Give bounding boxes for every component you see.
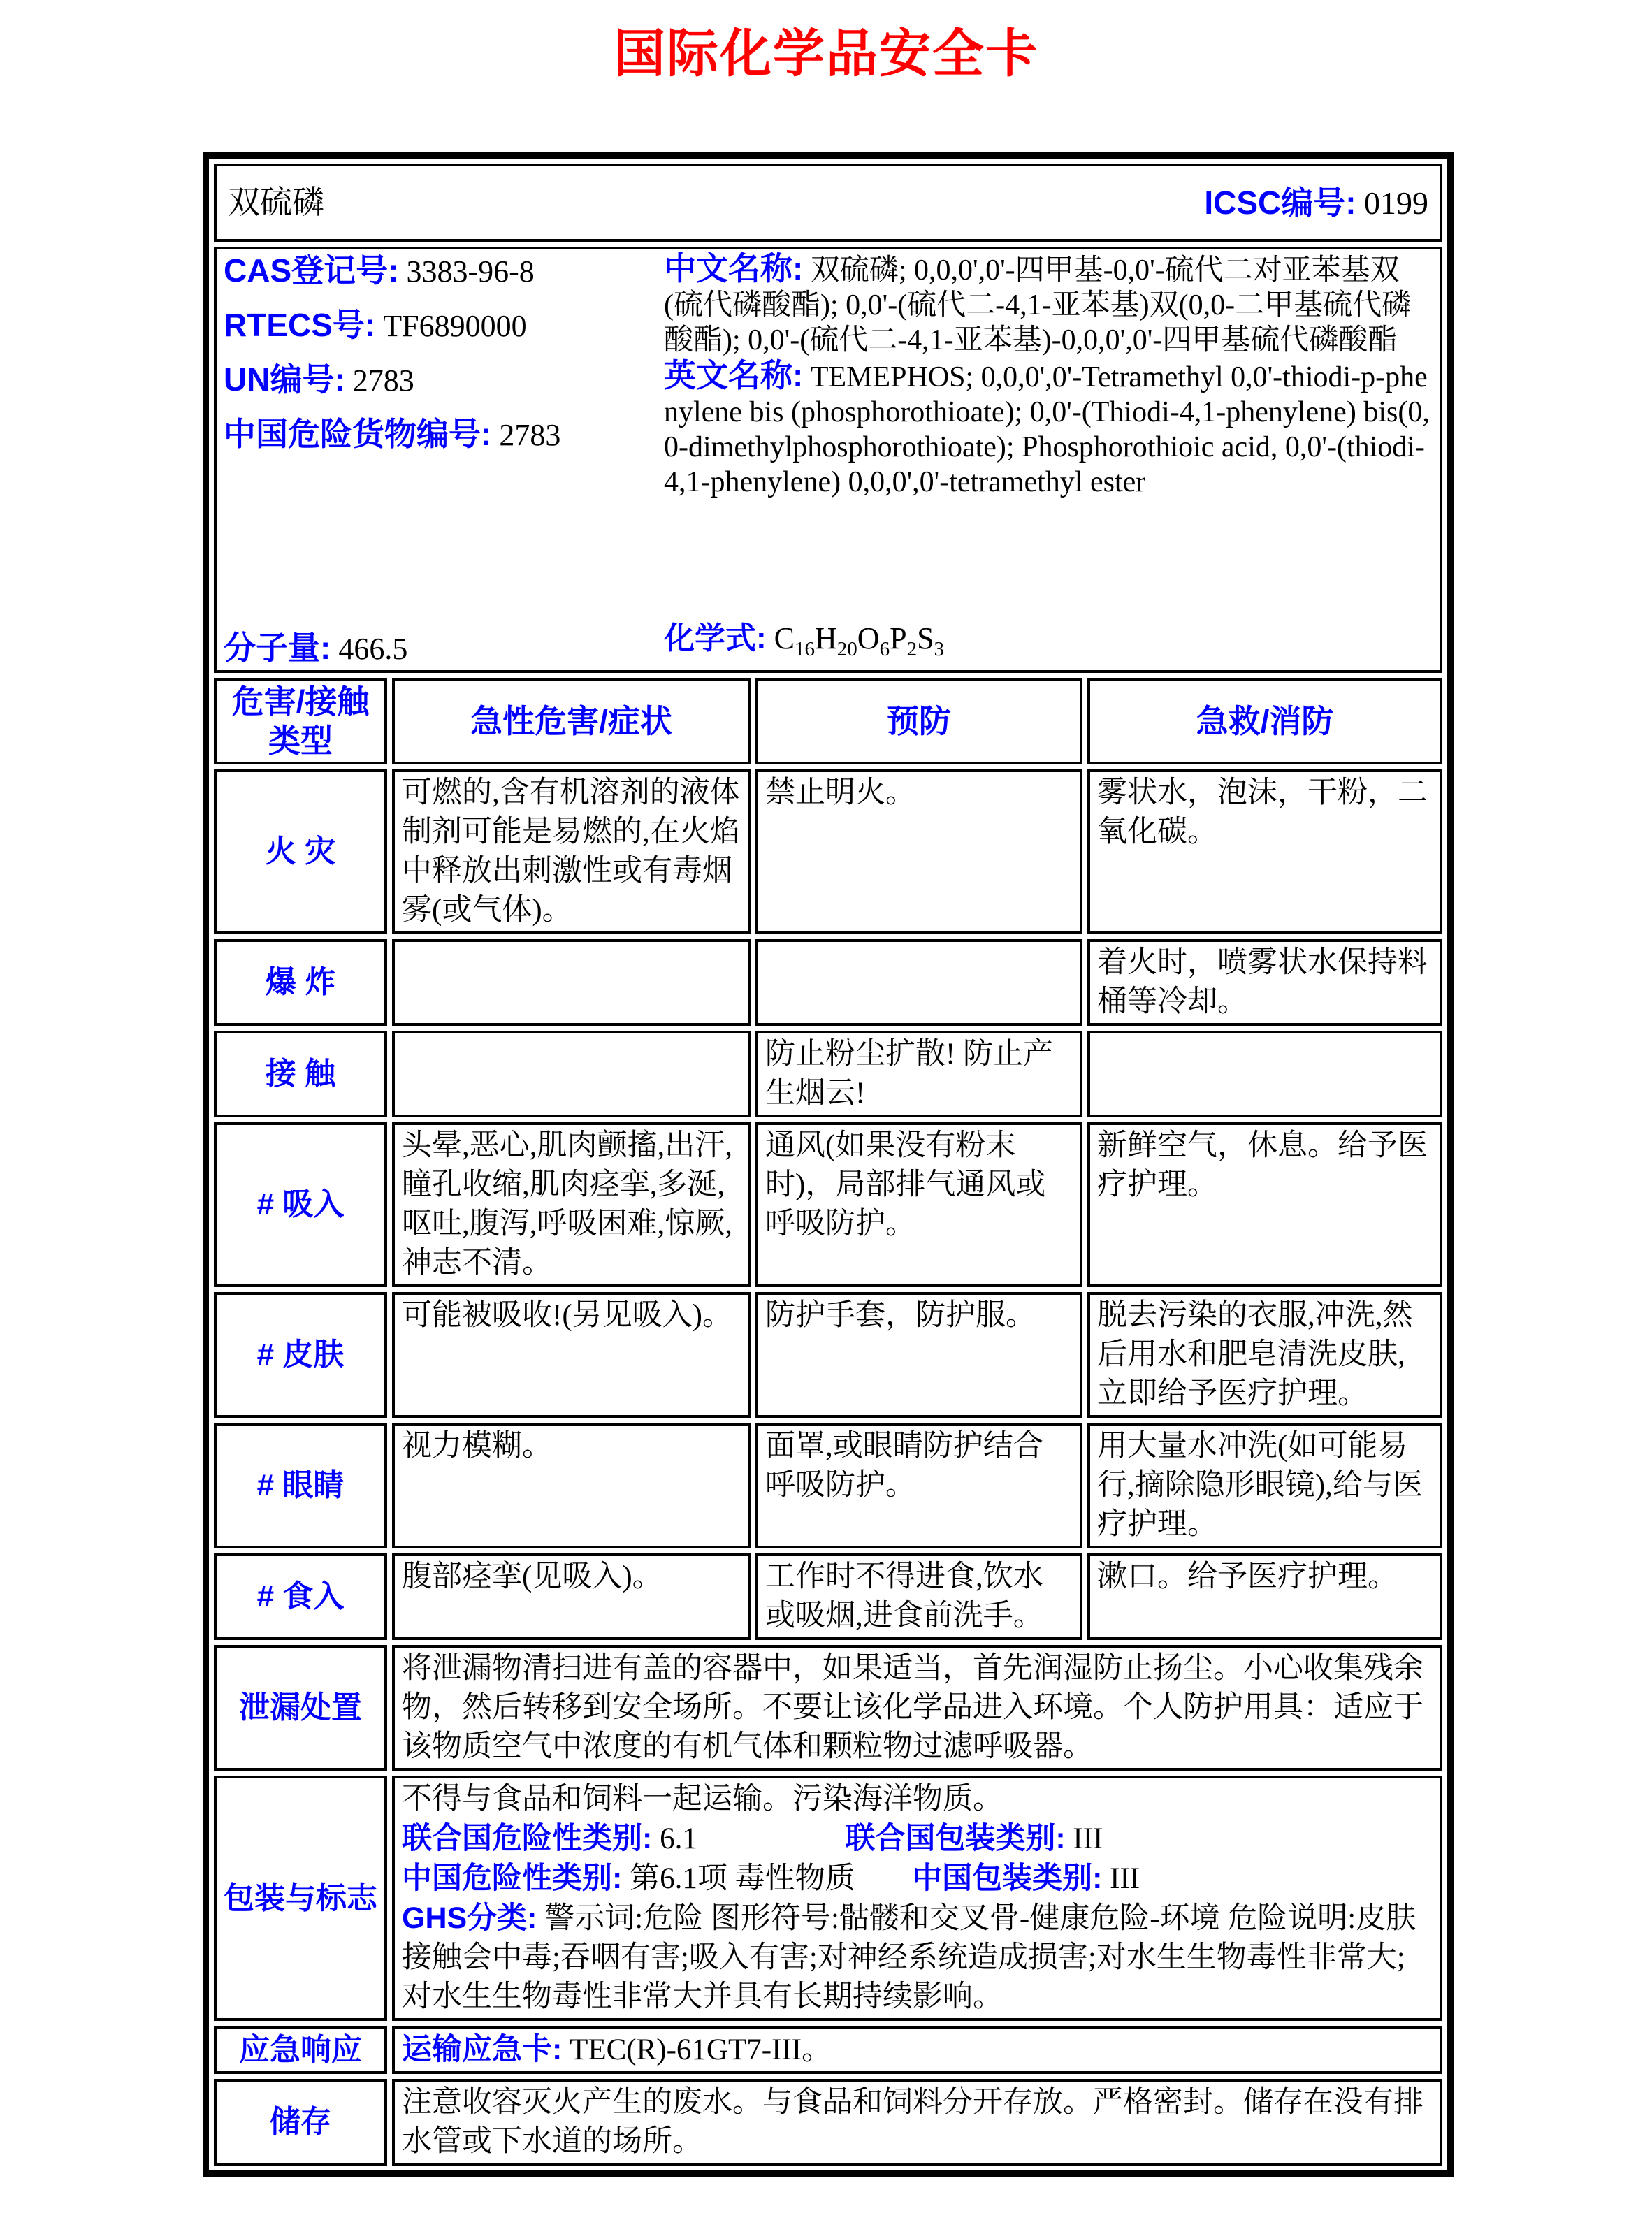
cas-label: CAS登记号: xyxy=(224,252,399,289)
storage-content-cell: 注意收容灭火产生的废水。与食品和饲料分开存放。严格密封。储存在没有排水管或下水道的场所。 xyxy=(392,2079,1442,2166)
spill-label: 泄漏处置 xyxy=(214,1645,387,1771)
formula-line xyxy=(664,619,1433,669)
inhalation-symptoms-cell: 头晕,恶心,肌肉颤搐,出汗,瞳孔收缩,肌肉痉挛,多涎,呕吐,腹泻,呼吸困难,惊厥,神志不清。 xyxy=(392,1122,751,1287)
substance-name: 双硫磷 xyxy=(228,184,324,220)
inhalation-prevention-cell: 通风(如果没有粉末时)，局部排气通风或呼吸防护。 xyxy=(755,1122,1082,1287)
molecular-weight-label: 分子量: xyxy=(224,630,331,666)
ingestion-label: # 食入 xyxy=(214,1553,387,1640)
un-number-line xyxy=(224,360,664,400)
identification-cell xyxy=(214,247,1442,673)
hazard-row-eyes xyxy=(214,1423,1442,1548)
formula-label: 化学式: xyxy=(664,621,767,656)
china-dg-number-line xyxy=(224,414,664,455)
cn-pack-group-value: III xyxy=(1110,1862,1140,1895)
section-row-storage xyxy=(214,2079,1442,2166)
hazard-row-contact xyxy=(214,1031,1442,1117)
chemical-formula: $C_{16}H_{20}O_6P_2S_3$ xyxy=(774,621,945,660)
ingestion-prevention-cell: 工作时不得进食,饮水或吸烟,进食前洗手。 xyxy=(755,1553,1082,1640)
hazard-row-inhalation xyxy=(214,1122,1442,1287)
un-hazard-class-label: 联合国危险性类别: xyxy=(402,1822,653,1855)
explosion-aid-cell: 着火时，喷雾状水保持料桶等冷却。 xyxy=(1087,939,1442,1026)
cn-pack-group-label: 中国包装类别: xyxy=(912,1862,1103,1895)
ghs-class-label: GHS分类: xyxy=(402,1901,537,1935)
identification-row xyxy=(214,247,1442,673)
col-header-first-aid: 急救/消防 xyxy=(1087,678,1442,764)
un-value: 2783 xyxy=(352,363,414,398)
fire-aid-cell: 雾状水，泡沫，干粉，二氧化碳。 xyxy=(1087,769,1442,934)
china-dg-value: 2783 xyxy=(499,418,561,452)
section-row-emergency xyxy=(214,2026,1442,2074)
hazard-table-header-row xyxy=(214,678,1442,764)
contact-prevention-cell: 防止粉尘扩散! 防止产生烟云! xyxy=(755,1031,1082,1117)
eyes-prevention-cell: 面罩,或眼睛防护结合呼吸防护。 xyxy=(755,1423,1082,1548)
eyes-symptoms-cell: 视力模糊。 xyxy=(392,1423,751,1548)
section-row-spill xyxy=(214,1645,1442,1771)
cn-hazard-class-label: 中国危险性类别: xyxy=(402,1862,623,1895)
col-header-hazard-type: 危害/接触类型 xyxy=(214,678,387,764)
contact-symptoms-cell xyxy=(392,1031,751,1117)
fire-label: 火 灾 xyxy=(214,769,387,934)
un-hazard-class-value: 6.1 xyxy=(660,1822,697,1855)
packaging-transport-note: 不得与食品和饲料一起运输。污染海洋物质。 xyxy=(402,1783,1003,1815)
skin-symptoms-cell: 可能被吸收!(另见吸入)。 xyxy=(392,1292,751,1418)
fire-prevention-cell: 禁止明火。 xyxy=(755,769,1082,934)
cn-hazard-class-value: 第6.1项 毒性物质 xyxy=(630,1862,855,1895)
names-block xyxy=(664,251,1433,669)
icsc-label: ICSC编号: xyxy=(1204,184,1356,221)
skin-aid-cell: 脱去污染的衣服,冲洗,然后用水和肥皂清洗皮肤,立即给予医疗护理。 xyxy=(1087,1292,1442,1418)
hazard-row-explosion xyxy=(214,939,1442,1026)
hazard-row-ingestion xyxy=(214,1553,1442,1640)
ingestion-aid-cell: 漱口。给予医疗护理。 xyxy=(1087,1553,1442,1640)
packaging-content-cell xyxy=(392,1776,1442,2021)
packaging-un-line xyxy=(402,1819,1433,1859)
col-header-prevention: 预防 xyxy=(755,678,1082,764)
explosion-prevention-cell xyxy=(755,939,1082,1026)
emergency-content-cell xyxy=(392,2026,1442,2074)
rtecs-label: RTECS号: xyxy=(224,307,376,343)
english-name-value: TEMEPHOS; 0,0,0',0'-Tetramethyl 0,0'-thiodi-p-phenylene bis (phosphorothioate); 0,0'-(Thiodi-4,1-phenylene) bis(0,0-dimethylphosphorothioate); Phosphorothioic acid, 0,0'-(thiodi-4,1-phenylene) 0,0,0',0'-tetramethyl ester xyxy=(664,361,1430,498)
ingestion-symptoms-cell: 腹部痉挛(见吸入)。 xyxy=(392,1553,751,1640)
un-label: UN编号: xyxy=(224,361,345,398)
contact-aid-cell xyxy=(1087,1031,1442,1117)
eyes-label: # 眼睛 xyxy=(214,1423,387,1548)
skin-prevention-cell: 防护手套，防护服。 xyxy=(755,1292,1082,1418)
rtecs-number-line xyxy=(224,305,664,346)
skin-label: # 皮肤 xyxy=(214,1292,387,1418)
ghs-class-text: 警示词:危险 图形符号:骷髅和交叉骨-健康危险-环境 危险说明:皮肤接触会中毒;吞咽有害;吸入有害;对神经系统造成损害;对水生生物毒性非常大;对水生生物毒性非常大并具有长期持续影响。 xyxy=(402,1902,1416,2013)
transport-emergency-card-value: TEC(R)-61GT7-III。 xyxy=(570,2033,832,2066)
eyes-aid-cell: 用大量水冲洗(如可能易行,摘除隐形眼镜),给与医疗护理。 xyxy=(1087,1423,1442,1548)
chinese-name-label: 中文名称: xyxy=(664,250,804,286)
chinese-name-paragraph xyxy=(664,251,1433,358)
icsc-number: 0199 xyxy=(1364,184,1429,221)
molecular-weight-value: 466.5 xyxy=(338,632,408,666)
packaging-ghs-line xyxy=(402,1899,1433,2017)
hazard-row-skin xyxy=(214,1292,1442,1418)
safety-card-table xyxy=(203,152,1454,2177)
packaging-label: 包装与标志 xyxy=(214,1776,387,2021)
inhalation-aid-cell: 新鲜空气，休息。给予医疗护理。 xyxy=(1087,1122,1442,1287)
molecular-weight-line xyxy=(224,628,664,669)
cas-number-line xyxy=(224,251,664,291)
col-header-symptoms: 急性危害/症状 xyxy=(392,678,751,764)
inhalation-label: # 吸入 xyxy=(214,1122,387,1287)
explosion-label: 爆 炸 xyxy=(214,939,387,1026)
china-dg-label: 中国危险货物编号: xyxy=(224,416,492,452)
contact-label: 接 触 xyxy=(214,1031,387,1117)
explosion-symptoms-cell xyxy=(392,939,751,1026)
packaging-cn-line xyxy=(402,1859,1433,1899)
hazard-row-fire xyxy=(214,769,1442,934)
emergency-label: 应急响应 xyxy=(214,2026,387,2074)
rtecs-value: TF6890000 xyxy=(383,309,527,343)
storage-label: 储存 xyxy=(214,2079,387,2166)
card-header-row xyxy=(214,164,1442,242)
cas-value: 3383-96-8 xyxy=(406,254,535,289)
english-name-label: 英文名称: xyxy=(664,357,804,393)
fire-symptoms-cell: 可燃的,含有机溶剂的液体制剂可能是易燃的,在火焰中释放出刺激性或有毒烟雾(或气体)。 xyxy=(392,769,751,934)
un-pack-group-value: III xyxy=(1073,1822,1103,1855)
card-header-cell xyxy=(214,164,1442,242)
identifier-list xyxy=(224,251,664,669)
spill-content-cell: 将泄漏物清扫进有盖的容器中，如果适当，首先润湿防止扬尘。小心收集残余物，然后转移到安全场所。不要让该化学品进入环境。个人防护用具：适应于该物质空气中浓度的有机气体和颗粒物过滤呼吸器。 xyxy=(392,1645,1442,1771)
chinese-name-value: 双硫磷; 0,0,0',0'-四甲基-0,0'-硫代二对亚苯基双(硫代磷酸酯); 0,0'-(硫代二-4,1-亚苯基)双(0,0-二甲基硫代磷酸酯); 0,0'-(硫代二-4,1-亚苯基)-0,0,0',0'-四甲基硫代磷酸酯 xyxy=(664,254,1412,356)
english-name-paragraph xyxy=(664,358,1433,500)
page-title: 国际化学品安全卡 xyxy=(614,26,1038,83)
transport-emergency-card-label: 运输应急卡: xyxy=(402,2033,563,2066)
section-row-packaging xyxy=(214,1776,1442,2021)
un-pack-group-label: 联合国包装类别: xyxy=(845,1822,1066,1855)
